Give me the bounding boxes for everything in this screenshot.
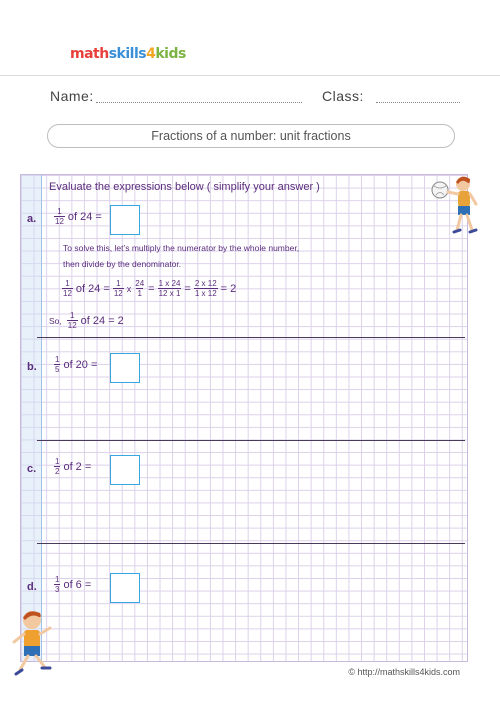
girl-volleyball-illustration bbox=[428, 170, 488, 242]
problem-a-expression: $\frac{1}{12}$ of 24 = bbox=[55, 207, 102, 226]
name-field[interactable] bbox=[96, 102, 302, 103]
class-label: Class: bbox=[322, 88, 364, 104]
grid-sheet bbox=[20, 174, 468, 662]
problem-a-answer-box[interactable] bbox=[110, 205, 140, 235]
footer-copyright: © http://mathskills4kids.com bbox=[348, 667, 460, 677]
fraction: $\frac{1}{12}$ bbox=[55, 207, 64, 226]
name-class-row bbox=[50, 88, 470, 108]
worksheet-title: Fractions of a number: unit fractions bbox=[47, 124, 455, 148]
problem-d-answer-box[interactable] bbox=[110, 573, 140, 603]
instruction-text: Evaluate the expressions below ( simplify your answer ) bbox=[49, 181, 320, 193]
worked-solution: $\frac{1}{12}$ of 24 = $\frac{1}{12}$ x $\frac{24}{1}$ = $\frac{1 x 24}{12 x 1}$ = $\frac{2 x 12}{1 x 12}$ = 2 bbox=[63, 279, 237, 298]
problem-b-expression: $\frac{1}{5}$ of 20 = bbox=[55, 355, 98, 374]
fraction: $\frac{1}{12}$ bbox=[63, 279, 72, 298]
problem-c-expression: $\frac{1}{2}$ of 2 = bbox=[55, 457, 92, 476]
margin-line bbox=[41, 175, 42, 661]
section-divider bbox=[37, 337, 465, 338]
class-field[interactable] bbox=[376, 102, 460, 103]
problem-b-answer-box[interactable] bbox=[110, 353, 140, 383]
header-divider bbox=[0, 75, 500, 76]
section-divider bbox=[37, 440, 465, 441]
problem-b-letter: b. bbox=[27, 361, 37, 373]
problem-d-expression: $\frac{1}{3}$ of 6 = bbox=[55, 575, 92, 594]
fraction: $\frac{2 x 12}{1 x 12}$ bbox=[194, 279, 217, 298]
name-label: Name: bbox=[50, 88, 94, 104]
site-logo: mathskills4kids bbox=[70, 46, 186, 62]
section-divider bbox=[37, 543, 465, 544]
fraction: $\frac{1 x 24}{12 x 1}$ bbox=[158, 279, 181, 298]
problem-c-answer-box[interactable] bbox=[110, 455, 140, 485]
fraction: $\frac{1}{2}$ bbox=[55, 457, 60, 476]
example-conclusion: So, $\frac{1}{12}$ of 24 = 2 bbox=[49, 311, 124, 330]
fraction: $\frac{1}{12}$ bbox=[113, 279, 123, 298]
explanation-line-2: then divide by the denominator. bbox=[63, 259, 182, 269]
boy-running-illustration bbox=[8, 608, 58, 688]
problem-a-letter: a. bbox=[27, 213, 37, 225]
fraction: $\frac{24}{1}$ bbox=[135, 279, 145, 298]
fraction: $\frac{1}{5}$ bbox=[55, 355, 60, 374]
problem-d-letter: d. bbox=[27, 581, 37, 593]
fraction: $\frac{1}{3}$ bbox=[55, 575, 60, 594]
problem-c-letter: c. bbox=[27, 463, 37, 475]
fraction: $\frac{1}{12}$ bbox=[67, 311, 77, 330]
explanation-line-1: To solve this, let’s multiply the numerator by the whole number, bbox=[63, 243, 300, 253]
